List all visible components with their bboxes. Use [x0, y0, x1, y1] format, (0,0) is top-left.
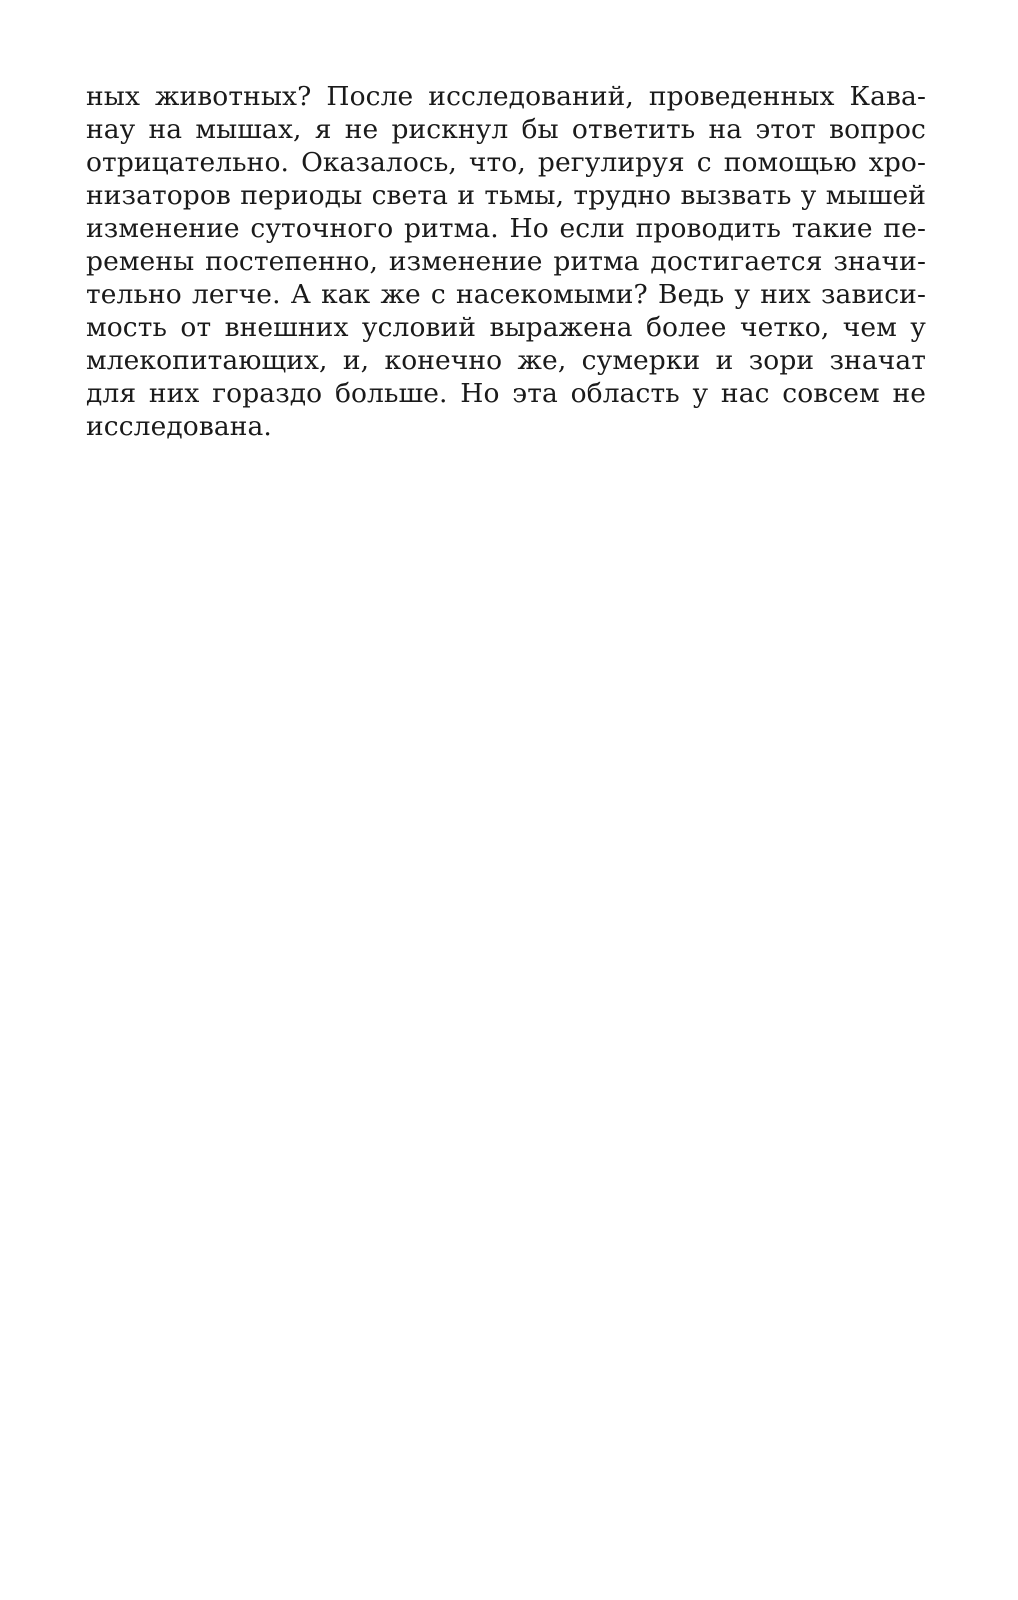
text-line: тельно легче. А как же с насекомыми? Ведь у них зависи-: [86, 279, 926, 310]
paragraph: [86, 80, 926, 443]
text-line: ремены постепенно, изменение ритма достигается значи-: [86, 246, 926, 277]
text-line: для них гораздо больше. Но эта область у нас совсем не: [86, 378, 926, 409]
text-line: отрицательно. Оказалось, что, регулируя с помощью хро-: [86, 147, 926, 178]
text-line: нау на мышах, я не рискнул бы ответить на этот вопрос: [86, 114, 926, 145]
text-line: млекопитающих, и, конечно же, сумерки и зори значат: [86, 345, 926, 376]
text-line: изменение суточного ритма. Но если проводить такие пе-: [86, 213, 926, 244]
text-line: низаторов периоды света и тьмы, трудно вызвать у мышей: [86, 180, 926, 211]
text-line: мость от внешних условий выражена более четко, чем у: [86, 312, 926, 343]
text-line: ных животных? После исследований, проведенных Кава-: [86, 81, 926, 112]
text-line-last: исследована.: [86, 411, 272, 442]
page-body: [86, 80, 926, 443]
